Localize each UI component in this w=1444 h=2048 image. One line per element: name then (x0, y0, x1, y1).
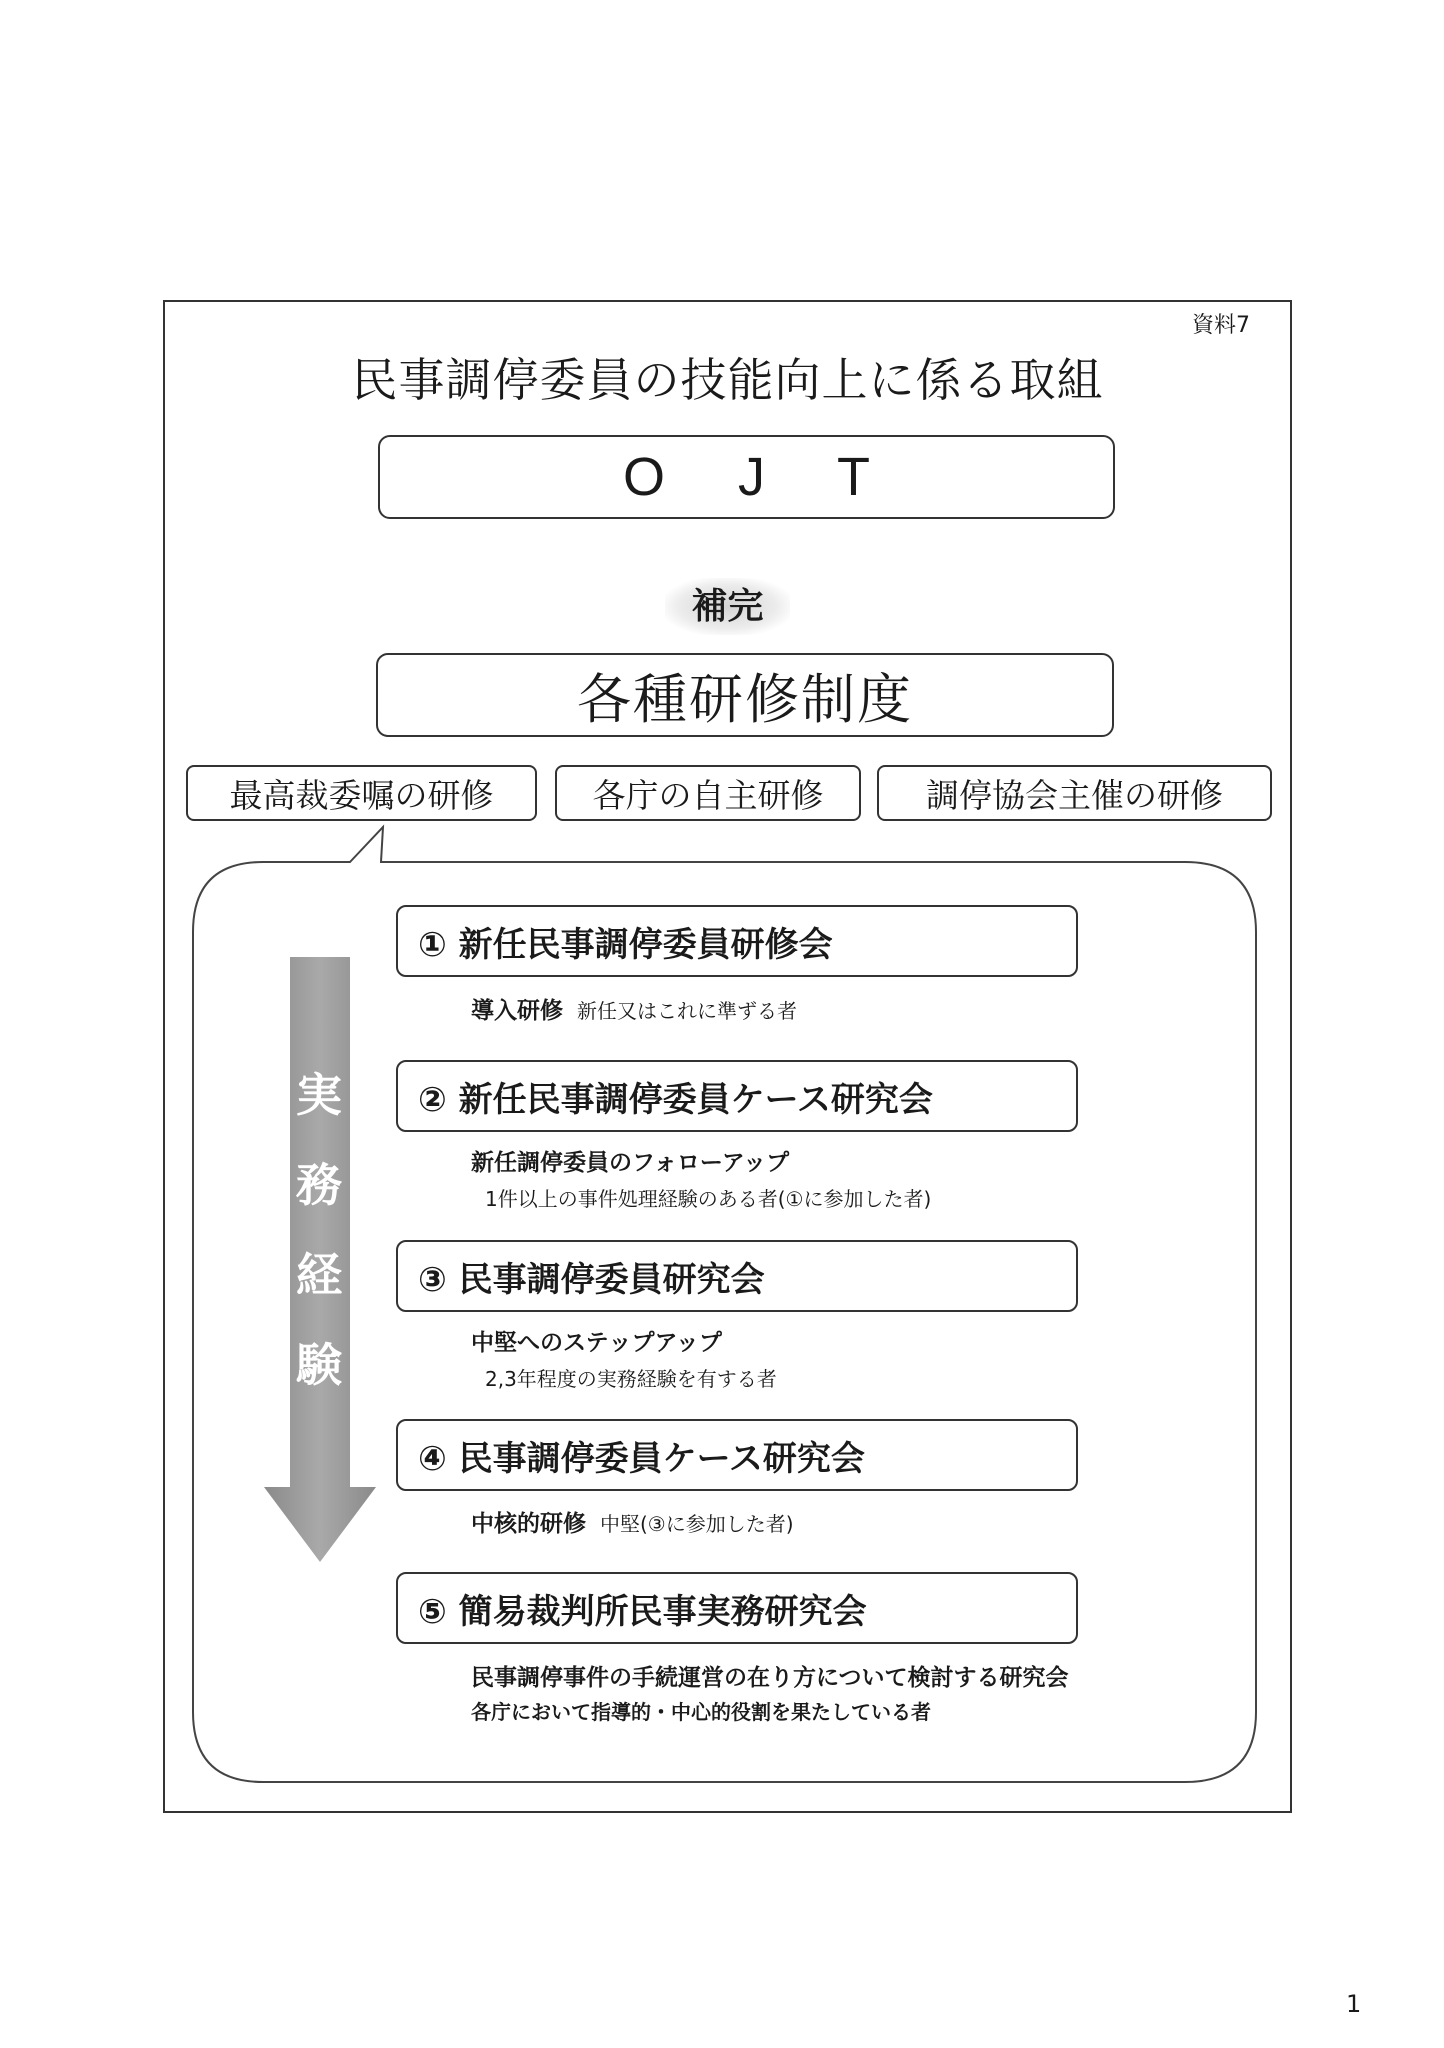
program-5-box: ⑤ 簡易裁判所民事実務研究会 (396, 1572, 1078, 1644)
arrow-char-1: 実 (296, 1068, 342, 1122)
arrow-char-4: 験 (296, 1338, 342, 1392)
program-4-box: ④ 民事調停委員ケース研究会 (396, 1419, 1078, 1491)
training-type-association: 調停協会主催の研修 (877, 765, 1272, 821)
program-5-desc: 民事調停事件の手続運営の在り方について検討する研究会 各庁において指導的・中心的役割を果たしている者 (471, 1665, 1069, 1724)
program-2-box: ② 新任民事調停委員ケース研究会 (396, 1060, 1078, 1132)
program-3-desc: 中堅へのステップアップ 2,3年程度の実務経験を有する者 (471, 1330, 777, 1391)
complement-label: 補完 (165, 578, 1290, 629)
program-1-desc: 導入研修 新任又はこれに準ずる者 (471, 998, 797, 1024)
arrow-char-3: 経 (296, 1248, 342, 1302)
document-label: 資料7 (1192, 313, 1250, 338)
training-type-supreme-court: 最高裁委嘱の研修 (186, 765, 537, 821)
program-2-desc: 新任調停委員のフォローアップ 1件以上の事件処理経験のある者(①に参加した者) (471, 1150, 932, 1211)
page-number: 1 (1346, 1990, 1362, 2018)
page-title: 民事調停委員の技能向上に係る取組 (351, 353, 1104, 407)
document-frame (163, 300, 1292, 1813)
ojt-label: O J T (622, 447, 871, 507)
training-system-label: 各種研修制度 (577, 667, 913, 731)
program-3-box: ③ 民事調停委員研究会 (396, 1240, 1078, 1312)
training-type-self-directed: 各庁の自主研修 (555, 765, 861, 821)
program-1-box: ① 新任民事調停委員研修会 (396, 905, 1078, 977)
program-4-desc: 中核的研修 中堅(③に参加した者) (471, 1511, 794, 1537)
arrow-char-2: 務 (296, 1158, 342, 1212)
